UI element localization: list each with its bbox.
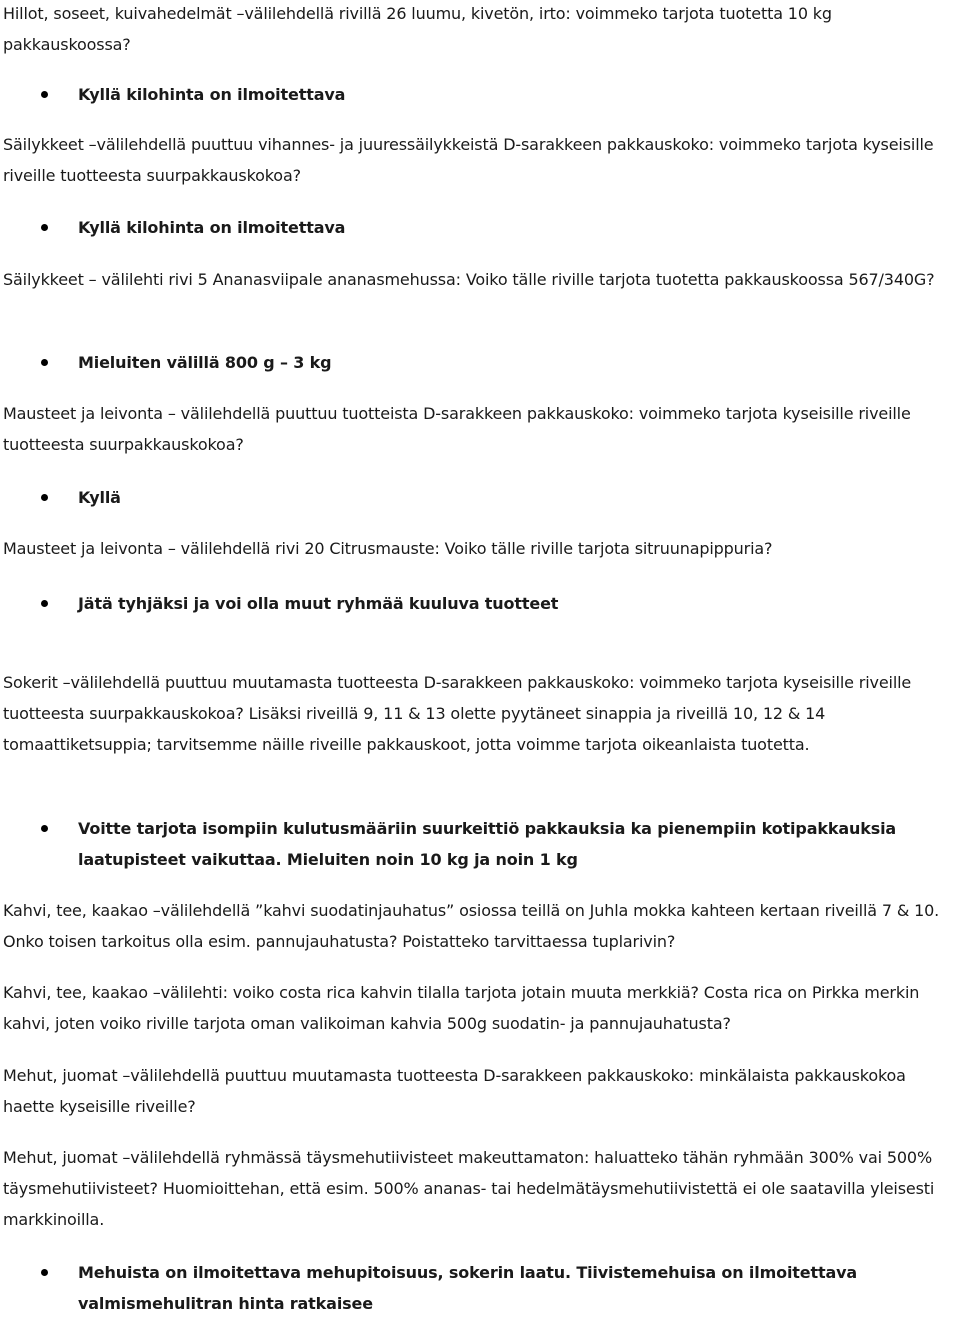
paragraph-kahvi-costa-rica: Kahvi, tee, kaakao –välilehti: voiko costa rica kahvin tilalla tarjota jotain muuta merkkiä? Costa rica on Pirkka merkin kahvi, joten voiko riville tarjota oman valikoiman kahvia 500g suodatin- ja pannujauhatusta?: [3, 983, 920, 1033]
bullet-dot-icon: [41, 494, 48, 501]
answer-text: Kyllä kilohinta on ilmoitettava: [78, 218, 346, 237]
paragraph-ananasviipale: Säilykkeet – välilehti rivi 5 Ananasviipale ananasmehussa: Voiko tälle riville tarjota tuotetta pakkauskoossa 567/340G?: [3, 270, 935, 289]
paragraph-mausteet-pakkauskoko: Mausteet ja leivonta – välilehdellä puuttuu tuotteista D-sarakkeen pakkauskoko: voimmeko tarjota kyseisille riveille tuotteesta suurpakkauskokoa?: [3, 404, 911, 454]
answer-bullet: [3, 347, 957, 378]
bullet-dot-icon: [41, 1269, 48, 1276]
answer-bullet: [3, 79, 957, 110]
bullet-dot-icon: [41, 91, 48, 98]
answer-text: Mieluiten välillä 800 g – 3 kg: [78, 353, 332, 372]
paragraph-hillot: Hillot, soseet, kuivahedelmät –välilehdellä rivillä 26 luumu, kivetön, irto: voimmeko tarjota tuotetta 10 kg pakkauskoossa?: [3, 4, 832, 54]
paragraph-kahvi-juhla-mokka: Kahvi, tee, kaakao –välilehdellä ”kahvi suodatinjauhatus” osiossa teillä on Juhla mokka kahteen kertaan riveillä 7 & 10. Onko toisen tarkoitus olla esim. pannujauhatusta? Poistatteko tarvittaessa tuplarivin?: [3, 901, 940, 951]
answer-text: Voitte tarjota isompiin kulutusmääriin suurkeittiö pakkauksia ka pienempiin kotipakkauksia laatupisteet vaikuttaa. Mieluiten noin 10 kg ja noin 1 kg: [78, 819, 897, 869]
answer-bullet: [3, 813, 957, 875]
answer-bullet: [3, 1257, 957, 1319]
bullet-dot-icon: [41, 224, 48, 231]
paragraph-sokerit: Sokerit –välilehdellä puuttuu muutamasta tuotteesta D-sarakkeen pakkauskoko: voimmeko tarjota kyseisille riveille tuotteesta suurpakkauskokoa? Lisäksi riveillä 9, 11 & 13 olette pyytäneet sinappia ja riveillä 10, 12 & 14 tomaattiketsuppia; tarvitsemme näille riveille pakkauskoot, jotta voimme tarjota oikeanlaista tuotetta.: [3, 673, 912, 754]
answer-text: Mehuista on ilmoitettava mehupitoisuus, sokerin laatu. Tiivistemehuisa on ilmoitettava valmismehulitran hinta ratkaisee: [78, 1263, 858, 1313]
bullet-dot-icon: [41, 600, 48, 607]
paragraph-citrusmauste: Mausteet ja leivonta – välilehdellä rivi 20 Citrusmauste: Voiko tälle riville tarjota sitruunapippuria?: [3, 539, 773, 558]
answer-text: Jätä tyhjäksi ja voi olla muut ryhmää kuuluva tuotteet: [78, 594, 559, 613]
answer-text: Kyllä kilohinta on ilmoitettava: [78, 85, 346, 104]
answer-bullet: [3, 212, 957, 243]
paragraph-sailykkeet-pakkauskoko: Säilykkeet –välilehdellä puuttuu vihannes- ja juuressäilykkeistä D-sarakkeen pakkauskoko: voimmeko tarjota kyseisille riveille tuotteesta suurpakkauskokoa?: [3, 135, 934, 185]
answer-text: Kyllä: [78, 488, 121, 507]
bullet-dot-icon: [41, 825, 48, 832]
paragraph-mehut-pakkauskoko: Mehut, juomat –välilehdellä puuttuu muutamasta tuotteesta D-sarakkeen pakkauskoko: minkälaista pakkauskokoa haette kyseisille riveille?: [3, 1066, 906, 1116]
paragraph-mehut-taysmehutiivisteet: Mehut, juomat –välilehdellä ryhmässä täysmehutiivisteet makeuttamaton: haluatteko tähän ryhmään 300% vai 500% täysmehutiivisteet? Huomioittehan, että esim. 500% ananas- tai hedelmätäysmehutiivistettä ei ole saatavilla yleisesti markkinoilla.: [3, 1148, 935, 1229]
answer-bullet: [3, 482, 957, 513]
answer-bullet: [3, 588, 957, 619]
bullet-dot-icon: [41, 359, 48, 366]
